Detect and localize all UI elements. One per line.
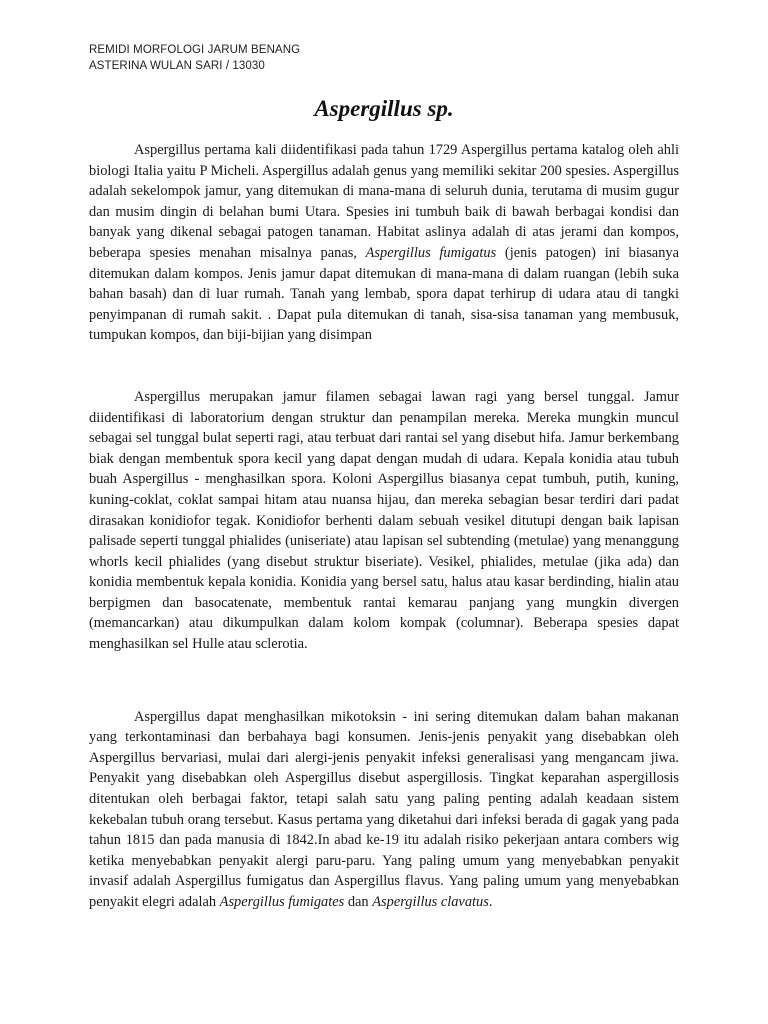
- paragraph-1-text-b: (jenis patogen) ini biasanya ditemukan dalam kompos. Jenis jamur dapat ditemukan di mana-mana di dalam ruangan (lebih suka bahan basah) dan di luar rumah. Tanah yang lembab, spora dapat terhirup di udara atau di tangki penyimpanan di rumah sakit. . Dapat pula ditemukan di tanah, sisa-sisa tanaman yang membusuk, tumpukan kompos, dan biji-bijian yang disimpan: [89, 244, 679, 344]
- paragraph-3-text-end: .: [488, 894, 493, 910]
- paragraph-3-text-a: Aspergillus dapat menghasilkan mikotoksin - ini sering ditemukan dalam bahan makanan yang terkontaminasi dan berbahaya bagi konsumen. Jenis-jenis penyakit yang disebabkan oleh Aspergillus bervariasi, mulai dari alergi-jenis penyakit infeksi generalisasi yang mengancam jiwa. Penyakit yang disebabkan oleh Aspergillus disebut aspergillosis. Tingkat keparahan aspergillosis ditentukan oleh berbagai faktor, tetapi salah satu yang paling penting adalah keadaan sistem kekebalan tubuh orang tersebut. Kasus pertama yang diketahui dari infeksi berada di gagak yang pada tahun 1815 dan pada manusia di 1842.In abad ke-19 itu adalah risiko pekerjaan antara combers wig ketika menyebabkan penyakit alergi paru-paru. Yang paling umum yang menyebabkan penyakit invasif adalah Aspergillus fumigatus dan Aspergillus flavus. Yang paling umum yang menyebabkan penyakit elegri adalah: [89, 708, 679, 910]
- paragraph-1-italic-species: Aspergillus fumigatus: [365, 244, 497, 261]
- paragraph-3-italic-species-1: Aspergillus fumigates: [219, 894, 345, 910]
- header-course-line: REMIDI MORFOLOGI JARUM BENANG: [89, 44, 301, 56]
- paragraph-3-text-mid: dan: [344, 894, 373, 910]
- document-title: Aspergillus sp.: [314, 96, 454, 121]
- header-author-line: ASTERINA WULAN SARI / 13030: [89, 60, 265, 72]
- paragraph-1-text-a: Aspergillus pertama kali diidentifikasi pada tahun 1729 Aspergillus pertama katalog oleh ahli biologi Italia yaitu P Micheli. Aspergillus adalah genus yang memiliki sekitar 200 spesies. Aspergillus adalah sekelompok jamur, yang ditemukan di mana-mana di seluruh dunia, terutama di musim gugur dan musim dingin di belahan bumi Utara. Spesies ini tumbuh baik di bawah berbagai kondisi dan banyak yang dikenal sebagai patogen tanaman. Habitat aslinya adalah di atas jerami dan kompos, beberapa spesies menahan misalnya panas,: [89, 142, 679, 261]
- paragraph-2: Aspergillus merupakan jamur filamen sebagai lawan ragi yang bersel tunggal. Jamur diidentifikasi di laboratorium dengan struktur dan penampilan mereka. Mereka mungkin muncul sebagai sel tunggal bulat seperti ragi, atau terbuat dari rantai sel yang disebut hifa. Jamur berkembang biak dengan membentuk spora kecil yang dapat dengan mudah di udara. Kepala konidia atau tubuh buah Aspergillus - menghasilkan spora. Koloni Aspergillus biasanya cepat tumbuh, putih, kuning, kuning-coklat, coklat sampai hitam atau nuansa hijau, dan mereka sebagian besar terdiri dari padat dirasakan konidiofor tegak. Konidiofor berhenti dalam sebuah vesikel ditutupi dengan baik lapisan palisade seperti tunggal phialides (uniseriate) atau lapisan sel subtending (metulae) yang menanggung whorls kecil phialides (yang disebut struktur biseriate). Vesikel, phialides, metulae (jika ada) dan konidia membentuk kepala konidia. Konidia yang bersel satu, halus atau kasar berdinding, hialin atau berpigmen dan basocatenate, membentuk rantai kemarau panjang yang mungkin divergen (memancarkan) atau dikumpulkan dalam kolom kompak (columnar). Beberapa spesies dapat menghasilkan sel Hulle atau sclerotia.: [89, 388, 679, 653]
- document-header: [89, 42, 679, 74]
- paragraph-3-italic-species-2: Aspergillus clavatus: [372, 894, 489, 910]
- document-page: [89, 42, 679, 913]
- paragraph-1: [89, 140, 679, 346]
- paragraph-3: [89, 707, 679, 913]
